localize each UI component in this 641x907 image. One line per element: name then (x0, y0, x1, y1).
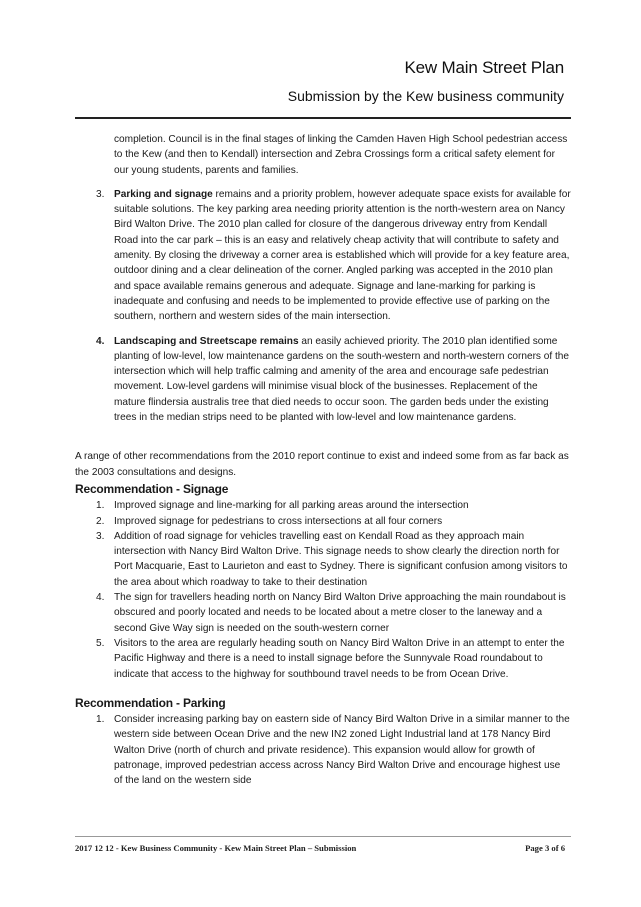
list-item-number: 5. (96, 637, 105, 649)
priority-item-landscaping (75, 334, 571, 426)
list-item-text: Visitors to the area are regularly heading south on Nancy Bird Walton Drive in an attempt to enter the Pacific Highway and there is a need to install signage before the Sunnyvale Road roundabout to indicate that access to the highway for southbound travel needs to be from Ocean Drive. (114, 637, 565, 680)
list-item (75, 514, 571, 529)
list-item-text: The sign for travellers heading north on Nancy Bird Walton Drive approaching the main roundabout is obscured and poorly located and needs to be located about a metre closer to the laneway and a second Give Way sign is needed on the south-western corner (114, 592, 566, 634)
intro-paragraph: A range of other recommendations from the 2010 report continue to exist and indeed some from as far back as the 2003 consultations and designs. (75, 451, 569, 478)
list-item (75, 590, 571, 636)
footer-document-info: 2017 12 12 - Kew Business Community - Kew Main Street Plan – Submission (75, 843, 357, 853)
list-item (75, 712, 571, 788)
item-bold-lead: Parking and signage (114, 188, 213, 200)
priority-item-parking (75, 187, 571, 325)
header-rule (75, 117, 571, 119)
list-item (75, 498, 571, 513)
list-item-text: Addition of road signage for vehicles travelling east on Kendall Road as they approach main intersection with Nancy Bird Walton Drive. This signage needs to show clearly the direction north for Port Macquarie, East to Laurieton and east to Sydney. There is significant confusion among visitors to the area about which roadway to take to their destination (114, 530, 568, 588)
list-item-text: Improved signage and line-marking for all parking areas around the intersection (114, 500, 469, 512)
document-body (75, 132, 571, 789)
continuation-text: completion. Council is in the final stages of linking the Camden Haven High School pedestrian access to the Kew (and then to Kendall) intersection and Zebra Crossings form a critical safety element for our young students, parents and families. (114, 134, 568, 176)
list-item-number: 1. (96, 500, 105, 512)
item-text: remains and a priority problem, however adequate space exists for available for suitable solutions. The key parking area needing priority attention is the north-western area on Nancy Bird Walton Drive. The 2010 plan called for closure of the dangerous driveway entry from Kendall Road into the car park – this is an easy and relatively cheap activity that will contribute to safety and amenity. By closing the driveway a corner area is established which will provide for a key feature area, outdoor dining and a clear delineation of the corner. Angled parking was accepted in the 2010 plan and space available remains generous and adequate. Signage and lane-marking for parking is inadequate and confusing and needs to be implemented to provide effective use of parking on the southern, northern and western sides of the main intersection. (114, 188, 571, 323)
header-subtitle: Submission by the Kew business community (287, 88, 564, 104)
item-number: 3. (96, 188, 105, 200)
parking-list (75, 712, 571, 788)
list-item-number: 3. (96, 530, 105, 542)
header-title: Kew Main Street Plan (404, 58, 564, 77)
list-item-text: Improved signage for pedestrians to cross intersections at all four corners (114, 515, 443, 527)
signage-heading: Recommendation - Signage (75, 481, 229, 496)
item-bold-lead: Landscaping and Streetscape remains (114, 335, 299, 347)
list-item (75, 529, 571, 590)
list-item-number: 4. (96, 592, 105, 604)
list-item-text: Consider increasing parking bay on eastern side of Nancy Bird Walton Drive in a similar manner to the western side between Ocean Drive and the new IN2 zoned Light Industrial land at 178 Nancy Bird Walton Drive (north of church and private residence). This expansion would allow for growth of patronage, improved pedestrian access across Nancy Bird Walton Drive and encourage highest use of the land on the western side (114, 714, 570, 787)
item-number: 4. (96, 335, 105, 347)
parking-heading: Recommendation - Parking (75, 695, 226, 710)
item-text: an easily achieved priority. The 2010 plan identified some planting of low-level, low maintenance gardens on the south-western and north-western corners of the intersection which will help traffic calming and amenity of the area and encourage safe pedestrian movement. Low-level gardens will minimise visual block of the businesses. Replacement of the mature flindersia australis tree that died needs to occur soon. The garden beds under the existing trees in the median strips need to be planted with low-level and low maintenance gardens. (114, 335, 570, 424)
list-item (75, 636, 571, 682)
footer-page-number: Page 3 of 6 (525, 843, 565, 853)
list-item-number: 2. (96, 515, 105, 527)
list-item-number: 1. (96, 714, 105, 726)
signage-list (75, 498, 571, 682)
footer-rule (75, 836, 571, 837)
